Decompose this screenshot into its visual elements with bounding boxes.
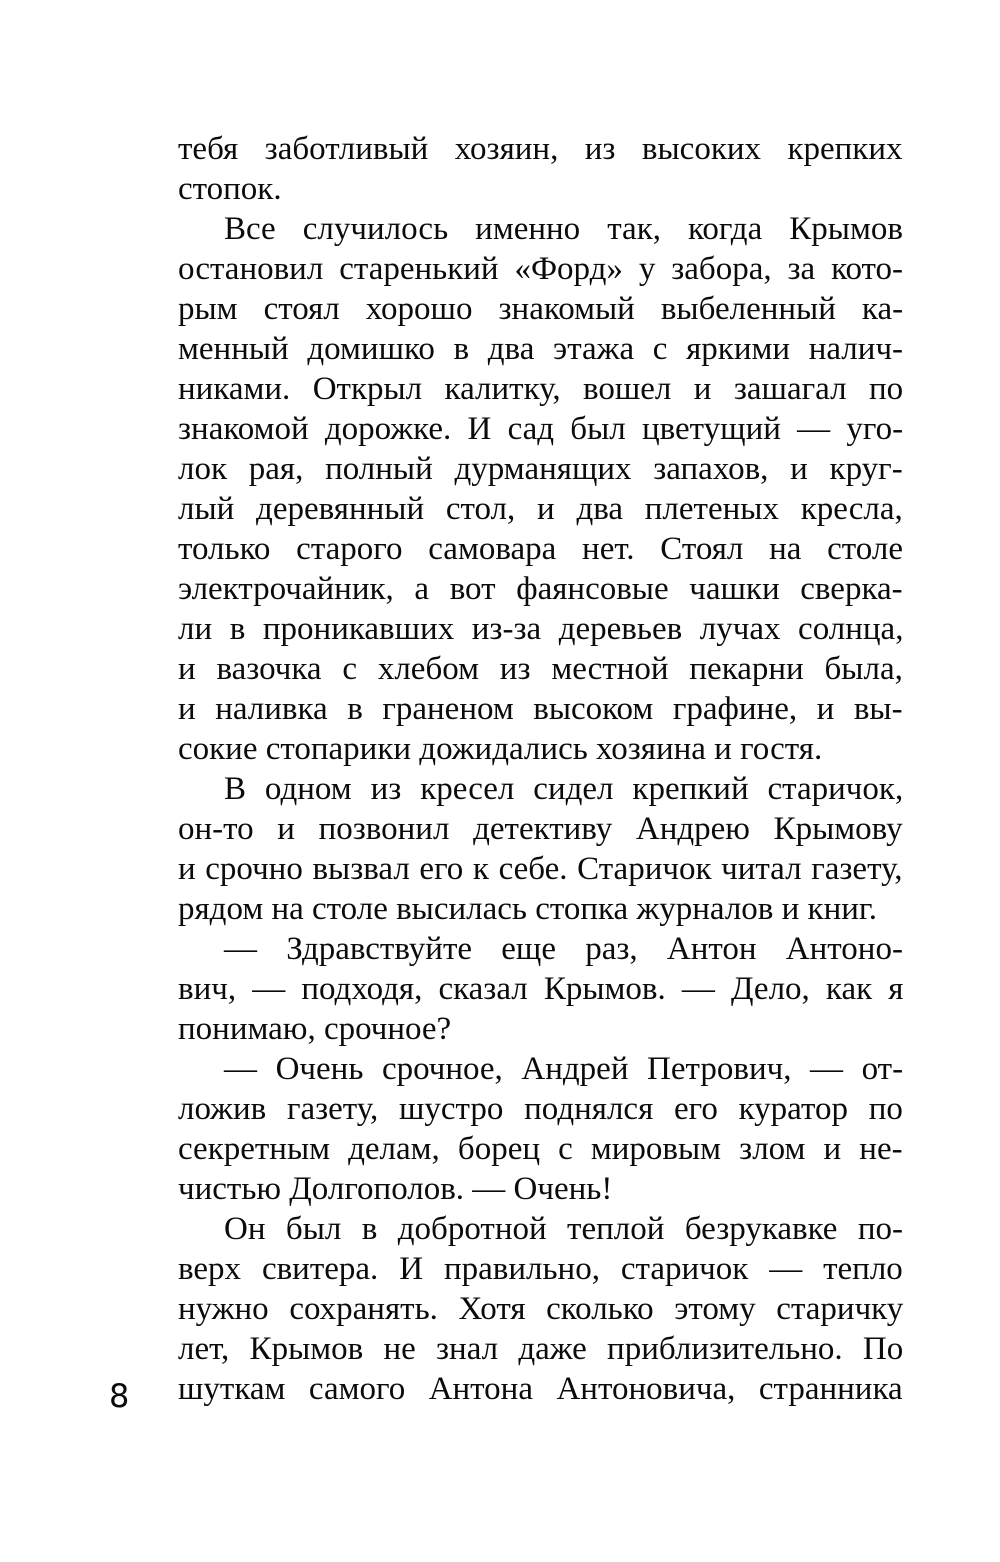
text-line-content: чистью Долгополов. — Очень! [178, 1171, 613, 1207]
text-line-content: — Очень срочное, Андрей Петрович, — от- [224, 1051, 904, 1087]
text-block [178, 129, 903, 1409]
page-number: 8 [109, 1377, 130, 1415]
text-line [178, 849, 903, 889]
text-line-content: и вазочка с хлебом из местной пекарни была, [178, 651, 903, 687]
text-line [178, 1249, 903, 1289]
text-line-content: рядом на столе высилась стопка журналов и книг. [178, 891, 877, 927]
text-line [178, 209, 903, 249]
text-line-content: Все случилось именно так, когда Крымов [224, 211, 903, 247]
text-line-content: остановил старенький «Форд» у забора, за кото- [178, 251, 904, 287]
text-line-content: вич, — подходя, сказал Крымов. — Дело, как я [178, 971, 904, 1007]
text-line-content: и наливка в граненом высоком графине, и вы- [178, 691, 903, 727]
text-line-content: лет, Крымов не знал даже приблизительно. По [178, 1331, 904, 1367]
text-line [178, 1049, 903, 1089]
text-line-content: Он был в добротной теплой безрукавке по- [224, 1211, 904, 1247]
text-line-content: секретным делам, борец с мировым злом и не- [178, 1131, 903, 1167]
text-line [178, 889, 903, 929]
text-line-content: сокие стопарики дожидались хозяина и гостя. [178, 731, 823, 767]
text-line-content: верх свитера. И правильно, старичок — тепло [178, 1251, 903, 1287]
text-line-content: лок рая, полный дурманящих запахов, и круг- [178, 451, 903, 487]
text-line [178, 809, 903, 849]
text-line [178, 1209, 903, 1249]
text-line [178, 329, 903, 369]
text-line [178, 689, 903, 729]
text-line-content: знакомой дорожке. И сад был цветущий — уго- [178, 411, 904, 447]
text-line-content: рым стоял хорошо знакомый выбеленный ка- [178, 291, 904, 327]
text-line [178, 1169, 903, 1209]
text-line [178, 369, 903, 409]
text-line-content: электрочайник, а вот фаянсовые чашки сверка- [178, 571, 903, 607]
text-line [178, 1289, 903, 1329]
text-line-content: шуткам самого Антона Антоновича, странника [178, 1371, 903, 1407]
text-line [178, 729, 903, 769]
text-line [178, 1009, 903, 1049]
text-line-content: тебя заботливый хозяин, из высоких крепких [178, 131, 903, 167]
text-line [178, 489, 903, 529]
text-line-content: нужно сохранять. Хотя сколько этому старичку [178, 1291, 904, 1327]
text-line [178, 569, 903, 609]
text-line [178, 169, 903, 209]
text-line-content: и срочно вызвал его к себе. Старичок читал газету, [178, 851, 903, 887]
text-line-content: ложив газету, шустро поднялся его куратор по [178, 1091, 903, 1127]
text-line-content: менный домишко в два этажа с яркими налич- [178, 331, 904, 367]
text-line [178, 769, 903, 809]
text-line-content: никами. Открыл калитку, вошел и зашагал по [178, 371, 904, 407]
text-line [178, 1329, 903, 1369]
text-line [178, 289, 903, 329]
text-line-content: понимаю, срочное? [178, 1011, 452, 1047]
text-line [178, 249, 903, 289]
text-line [178, 1089, 903, 1129]
text-line-content: только старого самовара нет. Стоял на столе [178, 531, 903, 567]
text-line [178, 129, 903, 169]
text-line [178, 409, 903, 449]
text-line [178, 1129, 903, 1169]
text-line [178, 609, 903, 649]
text-line [178, 449, 903, 489]
text-line [178, 529, 903, 569]
text-line-content: В одном из кресел сидел крепкий старичок, [224, 771, 904, 807]
text-line-content: он-то и позвонил детективу Андрею Крымову [178, 811, 903, 847]
text-line-content: — Здравствуйте еще раз, Антон Антоно- [224, 931, 903, 967]
text-line [178, 1369, 903, 1409]
text-line [178, 969, 903, 1009]
text-line-content: лый деревянный стол, и два плетеных кресла, [178, 491, 903, 527]
text-line [178, 929, 903, 969]
text-line-content: стопок. [178, 171, 282, 207]
text-line-content: ли в проникавших из-за деревьев лучах солнца, [178, 611, 904, 647]
text-line [178, 649, 903, 689]
